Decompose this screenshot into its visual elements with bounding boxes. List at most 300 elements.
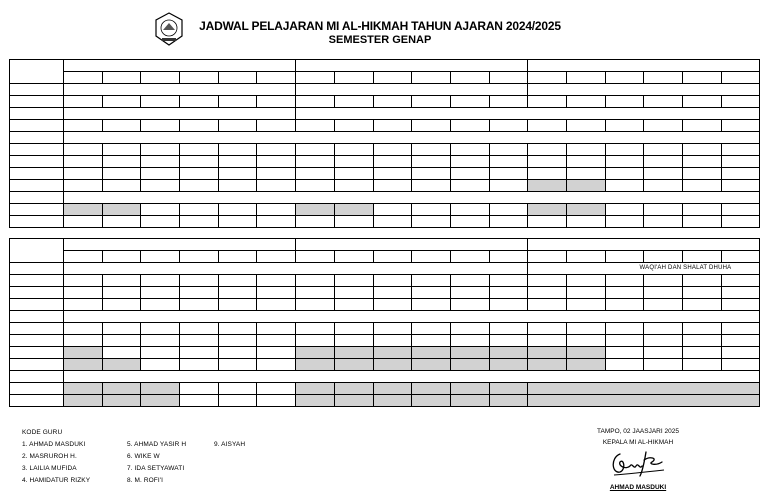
- schedule-cell: [180, 96, 219, 108]
- schedule-cell: [180, 204, 219, 216]
- schedule-cell: [528, 72, 567, 84]
- schedule-cell: [141, 144, 180, 156]
- schedule-cell: [566, 335, 605, 347]
- schedule-cell: [257, 287, 296, 299]
- schedule-cell: [721, 287, 760, 299]
- schedule-cell: [450, 275, 489, 287]
- schedule-cell: [257, 275, 296, 287]
- schedule-cell: [373, 204, 412, 216]
- schedule-cell: [683, 96, 722, 108]
- table-row: [10, 335, 760, 347]
- schedule-cell: [683, 299, 722, 311]
- schedule-cell: [141, 287, 180, 299]
- table-row: [10, 275, 760, 287]
- schedule-cell: [257, 156, 296, 168]
- schedule-cell: [566, 251, 605, 263]
- schedule-cell: [218, 275, 257, 287]
- schedule-cell: [334, 168, 373, 180]
- schedule-cell: [180, 275, 219, 287]
- merged-cell: [141, 383, 180, 395]
- row-label-cell: [10, 60, 64, 84]
- schedule-cell: [373, 216, 412, 228]
- schedule-cell: [489, 96, 528, 108]
- schedule-cell: [373, 323, 412, 335]
- page-subtitle: SEMESTER GENAP: [328, 34, 432, 46]
- schedule-cell: [412, 120, 451, 132]
- schedule-cell: [450, 96, 489, 108]
- schedule-cell: [334, 359, 373, 371]
- merged-cell: [489, 383, 528, 395]
- schedule-cell: [644, 168, 683, 180]
- schedule-cell: [605, 359, 644, 371]
- schedule-cell: [412, 168, 451, 180]
- merged-cell: [296, 108, 760, 120]
- schedule-cell: [180, 359, 219, 371]
- merged-cell: [64, 311, 760, 323]
- schedule-cell: [644, 72, 683, 84]
- schedule-cell: [334, 216, 373, 228]
- row-label-cell: [10, 335, 64, 347]
- schedule-cell: [373, 359, 412, 371]
- merged-cell: [64, 108, 296, 120]
- schedule-cell: [141, 204, 180, 216]
- schedule-cell: [489, 251, 528, 263]
- schedule-cell: [218, 299, 257, 311]
- merged-cell: [218, 383, 257, 395]
- merged-cell: [528, 84, 760, 96]
- schedule-cell: [102, 120, 141, 132]
- schedule-cell: [450, 168, 489, 180]
- schedule-cell: [218, 216, 257, 228]
- schedule-cell: [102, 96, 141, 108]
- merged-cell: [296, 60, 528, 72]
- schedule-cell: [296, 323, 335, 335]
- schedule-cell: [412, 96, 451, 108]
- schedule-cell: [528, 299, 567, 311]
- schedule-cell: [218, 180, 257, 192]
- merged-cell: [64, 371, 760, 383]
- schedule-cell: [64, 287, 103, 299]
- schedule-cell: [373, 335, 412, 347]
- schedule-cell: [64, 335, 103, 347]
- schedule-cell: [180, 180, 219, 192]
- schedule-cell: [64, 251, 103, 263]
- table-row: [10, 96, 760, 108]
- schedule-cell: [218, 156, 257, 168]
- schedule-cell: [373, 299, 412, 311]
- table-row: [10, 299, 760, 311]
- table-row: [10, 323, 760, 335]
- row-label-cell: [10, 120, 64, 132]
- schedule-cell: [218, 251, 257, 263]
- schedule-cell: [412, 251, 451, 263]
- table-row: [10, 263, 760, 275]
- merged-cell: [296, 395, 335, 407]
- schedule-cell: [528, 275, 567, 287]
- schedule-cell: [683, 204, 722, 216]
- merged-cell: [296, 84, 528, 96]
- schedule-cell: [412, 347, 451, 359]
- schedule-cell: [257, 144, 296, 156]
- schedule-cell: [605, 287, 644, 299]
- schedule-cell: [257, 323, 296, 335]
- schedule-cell: [721, 144, 760, 156]
- schedule-cell: [450, 72, 489, 84]
- document-header: [0, 0, 768, 56]
- schedule-cell: [412, 156, 451, 168]
- schedule-cell: [296, 204, 335, 216]
- schedule-cell: [644, 347, 683, 359]
- schedule-cell: [334, 347, 373, 359]
- merged-cell: [296, 383, 335, 395]
- merged-cell: [489, 395, 528, 407]
- schedule-cell: [218, 168, 257, 180]
- row-label-cell: [10, 383, 64, 395]
- schedule-cell: [566, 359, 605, 371]
- schedule-cell: [605, 144, 644, 156]
- schedule-cell: [334, 144, 373, 156]
- schedule-cell: [644, 335, 683, 347]
- schedule-cell: [64, 204, 103, 216]
- row-label-cell: [10, 168, 64, 180]
- schedule-cell: [334, 251, 373, 263]
- schedule-cell: [102, 144, 141, 156]
- schedule-cell: [605, 180, 644, 192]
- schedule-cell: [296, 144, 335, 156]
- schedule-cell: [644, 359, 683, 371]
- schedule-cell: [373, 251, 412, 263]
- merged-cell: [412, 395, 451, 407]
- table-row: [10, 156, 760, 168]
- schedule-cell: [683, 180, 722, 192]
- schedule-cell: [528, 180, 567, 192]
- schedule-cell: [180, 156, 219, 168]
- schedule-cell: [102, 323, 141, 335]
- schedule-cell: [102, 299, 141, 311]
- schedule-cell: [489, 156, 528, 168]
- schedule-cell: [64, 156, 103, 168]
- schedule-cell: [566, 168, 605, 180]
- schedule-cell: [528, 251, 567, 263]
- schedule-cell: [566, 156, 605, 168]
- merged-cell: [180, 383, 219, 395]
- schedule-cell: [296, 180, 335, 192]
- row-label-cell: [10, 84, 64, 96]
- schedule-cell: [528, 335, 567, 347]
- table-row: [10, 168, 760, 180]
- schedule-cell: [412, 287, 451, 299]
- merged-cell: [528, 395, 760, 407]
- merged-cell: [64, 132, 760, 144]
- table-row: [10, 287, 760, 299]
- merged-cell: [64, 383, 103, 395]
- schedule-cell: [334, 156, 373, 168]
- row-label-cell: [10, 144, 64, 156]
- schedule-cell: [412, 180, 451, 192]
- schedule-cell: [373, 180, 412, 192]
- signer-name: AHMAD MASDUKI: [609, 484, 667, 491]
- table-row: [10, 120, 760, 132]
- schedule-cell: [605, 96, 644, 108]
- schedule-cell: [180, 323, 219, 335]
- schedule-cell: [102, 359, 141, 371]
- row-label-cell: [10, 395, 64, 407]
- schedule-cell: [721, 72, 760, 84]
- schedule-cell: [218, 323, 257, 335]
- table-row: [10, 371, 760, 383]
- schedule-cell: [605, 275, 644, 287]
- schedule-cell: [64, 168, 103, 180]
- merged-cell: [64, 239, 296, 251]
- schedule-cell: [373, 72, 412, 84]
- schedule-cell: [489, 144, 528, 156]
- schedule-cell: [296, 72, 335, 84]
- schedule-cell: [141, 96, 180, 108]
- schedule-cell: [257, 120, 296, 132]
- schedule-cell: [721, 347, 760, 359]
- schedule-cell: [373, 287, 412, 299]
- schedule-cell: [412, 299, 451, 311]
- legend-item: 4. HAMIDATUR RIZKY: [22, 477, 91, 484]
- table-row: [10, 239, 760, 251]
- activity-note: WAQI'AH DAN SHALAT DHUHA: [528, 263, 760, 275]
- row-label-cell: [10, 359, 64, 371]
- schedule-cell: [644, 275, 683, 287]
- schedule-cell: [528, 96, 567, 108]
- schedule-cell: [141, 347, 180, 359]
- schedule-cell: [721, 251, 760, 263]
- schedule-cell: [450, 323, 489, 335]
- row-label-cell: [10, 180, 64, 192]
- merged-cell: [64, 60, 296, 72]
- schedule-cell: [489, 299, 528, 311]
- schedule-cell: [334, 287, 373, 299]
- schedule-cell: [450, 216, 489, 228]
- schedule-cell: [296, 168, 335, 180]
- schedule-cell: [528, 323, 567, 335]
- schedule-cell: [450, 299, 489, 311]
- schedule-cell: [450, 251, 489, 263]
- schedule-cell: [257, 347, 296, 359]
- schedule-cell: [683, 347, 722, 359]
- schedule-cell: [450, 180, 489, 192]
- row-label-cell: [10, 108, 64, 120]
- table-row: [10, 60, 760, 72]
- schedule-cell: [334, 335, 373, 347]
- merged-cell: [412, 383, 451, 395]
- signer-role: KEPALA MI AL-HIKMAH: [602, 439, 674, 446]
- schedule-cell: [141, 72, 180, 84]
- schedule-cell: [450, 144, 489, 156]
- schedule-cell: [141, 275, 180, 287]
- table-row: [10, 132, 760, 144]
- schedule-cell: [412, 204, 451, 216]
- schedule-cell: [605, 156, 644, 168]
- schedule-cell: [605, 323, 644, 335]
- merged-cell: [180, 395, 219, 407]
- schedule-cell: [528, 156, 567, 168]
- school-logo-icon: [154, 12, 184, 46]
- merged-cell: [373, 395, 412, 407]
- schedule-cell: [334, 72, 373, 84]
- merged-cell: [102, 395, 141, 407]
- merged-cell: [334, 383, 373, 395]
- row-label-cell: [10, 263, 64, 275]
- schedule-cell: [141, 120, 180, 132]
- schedule-cell: [373, 275, 412, 287]
- schedule-cell: [644, 156, 683, 168]
- signature-block: [578, 426, 698, 448]
- schedule-cell: [683, 323, 722, 335]
- schedule-cell: [180, 335, 219, 347]
- schedule-cell: [489, 347, 528, 359]
- schedule-cell: [450, 335, 489, 347]
- row-label-cell: [10, 323, 64, 335]
- merged-cell: [528, 239, 760, 251]
- schedule-cell: [180, 144, 219, 156]
- schedule-cell: [605, 347, 644, 359]
- schedule-cell: [180, 120, 219, 132]
- schedule-cell: [102, 275, 141, 287]
- schedule-cell: [296, 251, 335, 263]
- schedule-cell: [644, 216, 683, 228]
- schedule-cell: [566, 216, 605, 228]
- row-label-cell: [10, 371, 64, 383]
- schedule-cell: [141, 168, 180, 180]
- schedule-cell: [373, 347, 412, 359]
- merged-cell: [528, 383, 760, 395]
- schedule-cell: [489, 120, 528, 132]
- schedule-cell: [528, 287, 567, 299]
- schedule-cell: [528, 168, 567, 180]
- schedule-cell: [296, 216, 335, 228]
- schedule-cell: [257, 168, 296, 180]
- schedule-cell: [257, 180, 296, 192]
- schedule-cell: [296, 335, 335, 347]
- schedule-cell: [721, 204, 760, 216]
- schedule-cell: [644, 96, 683, 108]
- schedule-cell: [528, 120, 567, 132]
- schedule-cell: [683, 251, 722, 263]
- schedule-cell: [450, 359, 489, 371]
- schedule-cell: [605, 72, 644, 84]
- schedule-cell: [102, 204, 141, 216]
- merged-cell: [64, 192, 760, 204]
- schedule-cell: [141, 359, 180, 371]
- schedule-cell: [412, 144, 451, 156]
- schedule-cell: [64, 347, 103, 359]
- row-label-cell: [10, 132, 64, 144]
- schedule-cell: [566, 72, 605, 84]
- schedule-cell: [296, 96, 335, 108]
- table-row: [10, 359, 760, 371]
- schedule-cell: [683, 287, 722, 299]
- row-label-cell: [10, 192, 64, 204]
- schedule-cell: [489, 323, 528, 335]
- merged-cell: [64, 263, 528, 275]
- row-label-cell: [10, 347, 64, 359]
- row-label-cell: [10, 275, 64, 287]
- schedule-cell: [489, 287, 528, 299]
- schedule-table-bottom: [9, 238, 760, 407]
- schedule-cell: [373, 168, 412, 180]
- schedule-cell: [489, 204, 528, 216]
- schedule-cell: [218, 96, 257, 108]
- table-row: [10, 84, 760, 96]
- schedule-cell: [64, 96, 103, 108]
- schedule-cell: [683, 335, 722, 347]
- legend-item: 6. WIKE W: [127, 453, 160, 460]
- schedule-cell: [141, 251, 180, 263]
- schedule-cell: [644, 120, 683, 132]
- schedule-cell: [180, 168, 219, 180]
- place-date: TAMPO, 02 JAASJARI 2025: [597, 428, 679, 435]
- schedule-cell: [296, 275, 335, 287]
- schedule-cell: [450, 204, 489, 216]
- schedule-cell: [683, 72, 722, 84]
- schedule-cell: [683, 359, 722, 371]
- schedule-cell: [566, 347, 605, 359]
- schedule-cell: [64, 323, 103, 335]
- schedule-cell: [489, 335, 528, 347]
- row-label-cell: [10, 216, 64, 228]
- legend-item: 5. AHMAD YASIR H: [127, 441, 187, 448]
- schedule-cell: [64, 120, 103, 132]
- legend-item: 8. M. ROFI'I: [127, 477, 164, 484]
- schedule-cell: [141, 299, 180, 311]
- schedule-cell: [218, 120, 257, 132]
- schedule-cell: [257, 335, 296, 347]
- merged-cell: [373, 383, 412, 395]
- schedule-cell: [528, 359, 567, 371]
- merged-cell: [64, 84, 296, 96]
- schedule-cell: [64, 299, 103, 311]
- schedule-cell: [721, 120, 760, 132]
- schedule-cell: [141, 335, 180, 347]
- schedule-cell: [566, 287, 605, 299]
- table-row: [10, 311, 760, 323]
- schedule-cell: [257, 251, 296, 263]
- schedule-cell: [566, 120, 605, 132]
- schedule-cell: [180, 216, 219, 228]
- schedule-cell: [412, 335, 451, 347]
- schedule-cell: [64, 216, 103, 228]
- schedule-cell: [605, 120, 644, 132]
- schedule-cell: [141, 216, 180, 228]
- schedule-cell: [450, 347, 489, 359]
- merged-cell: [141, 395, 180, 407]
- schedule-cell: [644, 323, 683, 335]
- schedule-cell: [721, 96, 760, 108]
- schedule-cell: [450, 120, 489, 132]
- schedule-cell: [644, 251, 683, 263]
- schedule-cell: [257, 359, 296, 371]
- merged-cell: [257, 383, 296, 395]
- schedule-cell: [373, 156, 412, 168]
- schedule-cell: [334, 204, 373, 216]
- schedule-cell: [296, 287, 335, 299]
- schedule-cell: [489, 216, 528, 228]
- schedule-cell: [102, 216, 141, 228]
- schedule-cell: [721, 359, 760, 371]
- merged-cell: [64, 395, 103, 407]
- schedule-cell: [296, 299, 335, 311]
- schedule-cell: [605, 204, 644, 216]
- merged-cell: [450, 383, 489, 395]
- schedule-cell: [566, 96, 605, 108]
- schedule-cell: [373, 120, 412, 132]
- schedule-cell: [218, 72, 257, 84]
